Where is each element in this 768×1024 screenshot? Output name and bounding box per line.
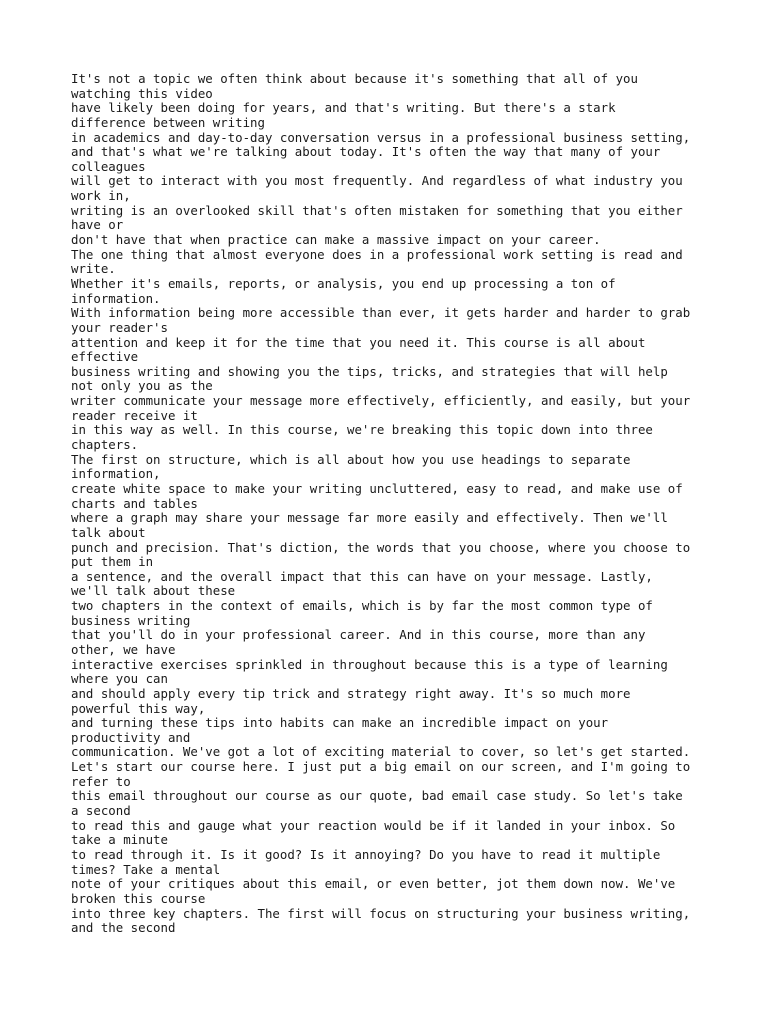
text-line: write. bbox=[71, 261, 116, 277]
text-line: watching this video bbox=[71, 85, 213, 101]
text-line: and turning these tips into habits can make an incredible impact on your bbox=[71, 715, 609, 731]
text-line: don't have that when practice can make a massive impact on your career. bbox=[71, 232, 601, 248]
text-line: information, bbox=[71, 466, 161, 482]
text-line: not only you as the bbox=[71, 378, 213, 394]
text-line: information. bbox=[71, 290, 161, 306]
text-line: writer communicate your message more effectively, efficiently, and easily, but your bbox=[71, 393, 691, 409]
text-line: where you can bbox=[71, 671, 168, 687]
text-line: reader receive it bbox=[71, 407, 198, 423]
text-line: powerful this way, bbox=[71, 700, 206, 716]
text-line: put them in bbox=[71, 554, 154, 570]
text-line: Let's start our course here. I just put a big email on our screen, and I'm going to bbox=[71, 759, 691, 775]
text-line: It's not a topic we often think about because it's something that all of you bbox=[71, 71, 638, 86]
text-line: punch and precision. That's diction, the words that you choose, where you choose to bbox=[71, 539, 691, 555]
text-line: work in, bbox=[71, 188, 131, 204]
text-line: business writing bbox=[71, 612, 191, 628]
text-line: where a graph may share your message far more easily and effectively. Then we'll bbox=[71, 510, 668, 526]
text-line: writing is an overlooked skill that's often mistaken for something that you either bbox=[71, 202, 683, 218]
text-line: that you'll do in your professional career. And in this course, more than any bbox=[71, 627, 646, 643]
text-line: this email throughout our course as our quote, bad email case study. So let's take bbox=[71, 788, 683, 804]
text-line: colleagues bbox=[71, 158, 146, 174]
text-line: take a minute bbox=[71, 832, 168, 848]
text-line: business writing and showing you the tips, tricks, and strategies that will help bbox=[71, 363, 668, 379]
text-line: two chapters in the context of emails, which is by far the most common type of bbox=[71, 598, 653, 614]
transcript-text bbox=[71, 72, 721, 936]
text-line: into three key chapters. The first will focus on structuring your business writing, bbox=[71, 905, 691, 921]
text-line: times? Take a mental bbox=[71, 861, 221, 877]
text-line: Whether it's emails, reports, or analysis, you end up processing a ton of bbox=[71, 275, 616, 291]
text-line: difference between writing bbox=[71, 114, 265, 130]
text-line: and should apply every tip trick and strategy right away. It's so much more bbox=[71, 685, 631, 701]
text-line: have likely been doing for years, and that's writing. But there's a stark bbox=[71, 100, 616, 116]
text-line: and that's what we're talking about today. It's often the way that many of your bbox=[71, 144, 661, 160]
text-line: With information being more accessible than ever, it gets harder and harder to grab bbox=[71, 305, 691, 321]
text-line: we'll talk about these bbox=[71, 583, 236, 599]
text-line: other, we have bbox=[71, 641, 176, 657]
text-line: have or bbox=[71, 217, 124, 233]
text-line: a sentence, and the overall impact that this can have on your message. Lastly, bbox=[71, 568, 653, 584]
text-line: to read through it. Is it good? Is it annoying? Do you have to read it multiple bbox=[71, 846, 661, 862]
text-line: refer to bbox=[71, 773, 131, 789]
text-line: productivity and bbox=[71, 729, 191, 745]
text-line: The first on structure, which is all about how you use headings to separate bbox=[71, 451, 631, 467]
text-line: chapters. bbox=[71, 437, 139, 453]
text-line: will get to interact with you most frequently. And regardless of what industry you bbox=[71, 173, 683, 189]
text-line: effective bbox=[71, 349, 139, 365]
text-line: communication. We've got a lot of exciting material to cover, so let's get started. bbox=[71, 744, 691, 760]
text-line: talk about bbox=[71, 524, 146, 540]
text-line: a second bbox=[71, 803, 131, 819]
text-line: note of your critiques about this email, or even better, jot them down now. We've bbox=[71, 876, 676, 892]
text-line: and the second bbox=[71, 920, 176, 936]
text-line: in this way as well. In this course, we're breaking this topic down into three bbox=[71, 422, 653, 438]
text-line: your reader's bbox=[71, 319, 168, 335]
text-line: charts and tables bbox=[71, 495, 198, 511]
text-line: attention and keep it for the time that you need it. This course is all about bbox=[71, 334, 646, 350]
text-line: interactive exercises sprinkled in throughout because this is a type of learning bbox=[71, 656, 668, 672]
text-line: broken this course bbox=[71, 890, 206, 906]
text-line: The one thing that almost everyone does in a professional work setting is read and bbox=[71, 246, 683, 262]
text-line: create white space to make your writing uncluttered, easy to read, and make use of bbox=[71, 480, 683, 496]
text-line: to read this and gauge what your reaction would be if it landed in your inbox. So bbox=[71, 817, 676, 833]
text-line: in academics and day-to-day conversation versus in a professional business setting, bbox=[71, 129, 691, 145]
